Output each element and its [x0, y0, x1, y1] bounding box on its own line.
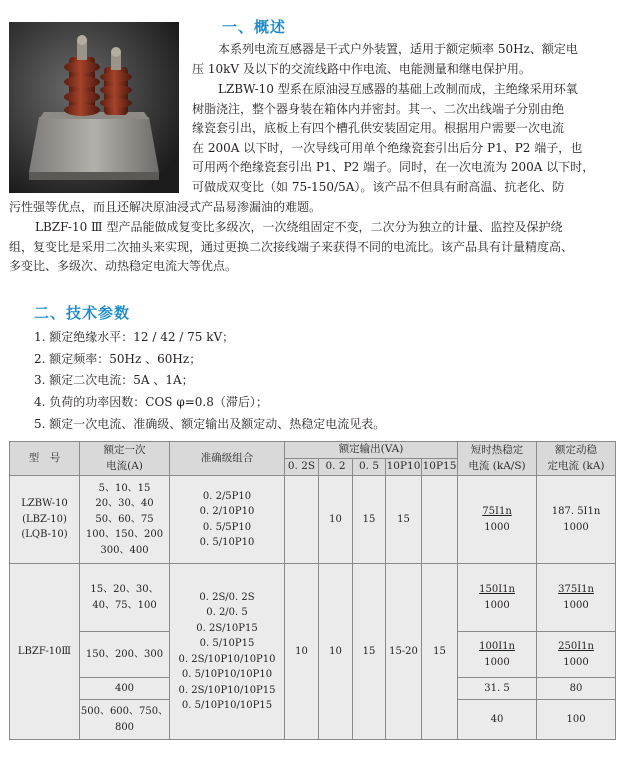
header-current: 额定一次 电流(A): [80, 442, 170, 476]
cell-accuracy: 0. 2S/0. 2S 0. 2/0. 5 0. 2S/10P15 0. 5/10P15 0. 2S/10P10/10P10 0. 5/10P10/10P10 0. 2S/10P10/10P15 0. 5/10P10/10P15: [170, 564, 285, 740]
cell-thermal: $\frac{75I1n}{1000}$: [458, 476, 537, 564]
section2-heading: 二、技术参数: [34, 304, 131, 322]
overview-paragraph-1: 本系列电流互感器是干式户外装置，适用于额定频率 50Hz、额定电 压 10kV 及以下的交流线路中作电流、电能测量和继电保护用。: [192, 42, 578, 76]
cell-output-10p15: 15: [422, 564, 458, 740]
cell-thermal: 40: [458, 700, 537, 740]
spec-list: [34, 327, 385, 436]
cell-thermal: 31. 5: [458, 678, 537, 700]
cell-model: LZBW-10 (LBZ-10) (LQB-10): [10, 476, 80, 564]
table-row: [10, 476, 616, 564]
cell-output-10p10: 15: [386, 476, 422, 564]
header-thermal: 短时热稳定 电流 (kA/S): [458, 442, 537, 476]
overview-paragraph-3: LBZF-10 Ⅲ 型产品能做成复变比多级次，一次绕组固定不变，二次分为独立的计量、监控及保护绕 组，复变比是采用二次抽头来实现，通过更换二次接线端子来获得不同的电流比。该产品具有计量精度高、 多变比、多级次、动热稳定电流大等优点。: [9, 220, 574, 273]
cell-dynamic: 187. 5I1n 1000: [537, 476, 616, 564]
cell-current: 15、20、30、 40、75、100: [80, 564, 170, 632]
header-output-col: 0. 2: [319, 459, 353, 476]
header-output-col: 10P15: [422, 459, 458, 476]
spec-item: 1. 额定绝缘水平：12 / 42 / 75 kV；: [34, 330, 235, 344]
spec-item: 3. 额定二次电流：5A 、1A；: [34, 373, 194, 388]
table-row: [10, 564, 616, 632]
overview-paragraph-2: LZBW-10 型系在原油浸互感器的基础上改制而成，主绝缘采用环氧 树脂浇注，整个器身装在箱体内并密封。其一、二次出线端子分别由绝 缘瓷套引出，底板上有四个槽孔供安装固定用。根据用户需要一次电流 在 200A 以下时，一次导线可用单个绝缘瓷套引出后分 P1、P2 端子，也 可用两个绝缘瓷套引出 P1、P2 端子。同时，在一次电流为 200A 以下时， 可做成双变比（如 75-150/5A）。该产品不但具有耐高温、抗老化、防: [192, 82, 595, 194]
cell-dynamic: 100: [537, 700, 616, 740]
cell-current: 400: [80, 678, 170, 700]
overview-paragraph-2-cont: 污性强等优点，而且还解决原油浸式产品易渗漏油的难题。: [9, 200, 322, 214]
cell-dynamic: $\frac{375I1n}{1000}$: [537, 564, 616, 632]
cell-current: 150、200、300: [80, 632, 170, 678]
cell-thermal: $\frac{100I1n}{1000}$: [458, 632, 537, 678]
cell-current: 5、10、15 20、30、40 50、60、75 100、150、200 300、400: [80, 476, 170, 564]
cell-thermal: $\frac{150I1n}{1000}$: [458, 564, 537, 632]
cell-output-02: 10: [319, 476, 353, 564]
spec-table: [9, 441, 616, 740]
spec-item: 5. 额定一次电流、准确级、额定输出及额定动、热稳定电流见表。: [34, 416, 386, 431]
cell-output-02s: [285, 476, 319, 564]
cell-output-02: 10: [319, 564, 353, 740]
cell-output-10p15: [422, 476, 458, 564]
header-accuracy: 准确级组合: [170, 442, 285, 476]
header-output-col: 10P10: [386, 459, 422, 476]
cell-output-02s: 10: [285, 564, 319, 740]
header-output-col: 0. 2S: [285, 459, 319, 476]
cell-output-05: 15: [353, 564, 386, 740]
cell-accuracy: 0. 2/5P10 0. 2/10P10 0. 5/5P10 0. 5/10P10: [170, 476, 285, 564]
cell-current: 500、600、750、 800: [80, 700, 170, 740]
cell-output-05: 15: [353, 476, 386, 564]
product-photo: [9, 22, 179, 193]
header-model: 型 号: [10, 442, 80, 476]
header-dynamic: 额定动稳 定电流 (kA): [537, 442, 616, 476]
cell-output-10p10: 15-20: [386, 564, 422, 740]
header-output-col: 0. 5: [353, 459, 386, 476]
header-output: 额定输出(VA): [285, 442, 458, 459]
cell-model: LBZF-10Ⅲ: [10, 564, 80, 740]
section1-heading: 一、概述: [222, 18, 287, 36]
cell-dynamic: 80: [537, 678, 616, 700]
cell-dynamic: $\frac{250I1n}{1000}$: [537, 632, 616, 678]
spec-item: 4. 负荷的功率因数：COS φ=0.8（滞后）；: [34, 395, 268, 410]
spec-item: 2. 额定频率：50Hz 、60Hz；: [34, 351, 202, 366]
